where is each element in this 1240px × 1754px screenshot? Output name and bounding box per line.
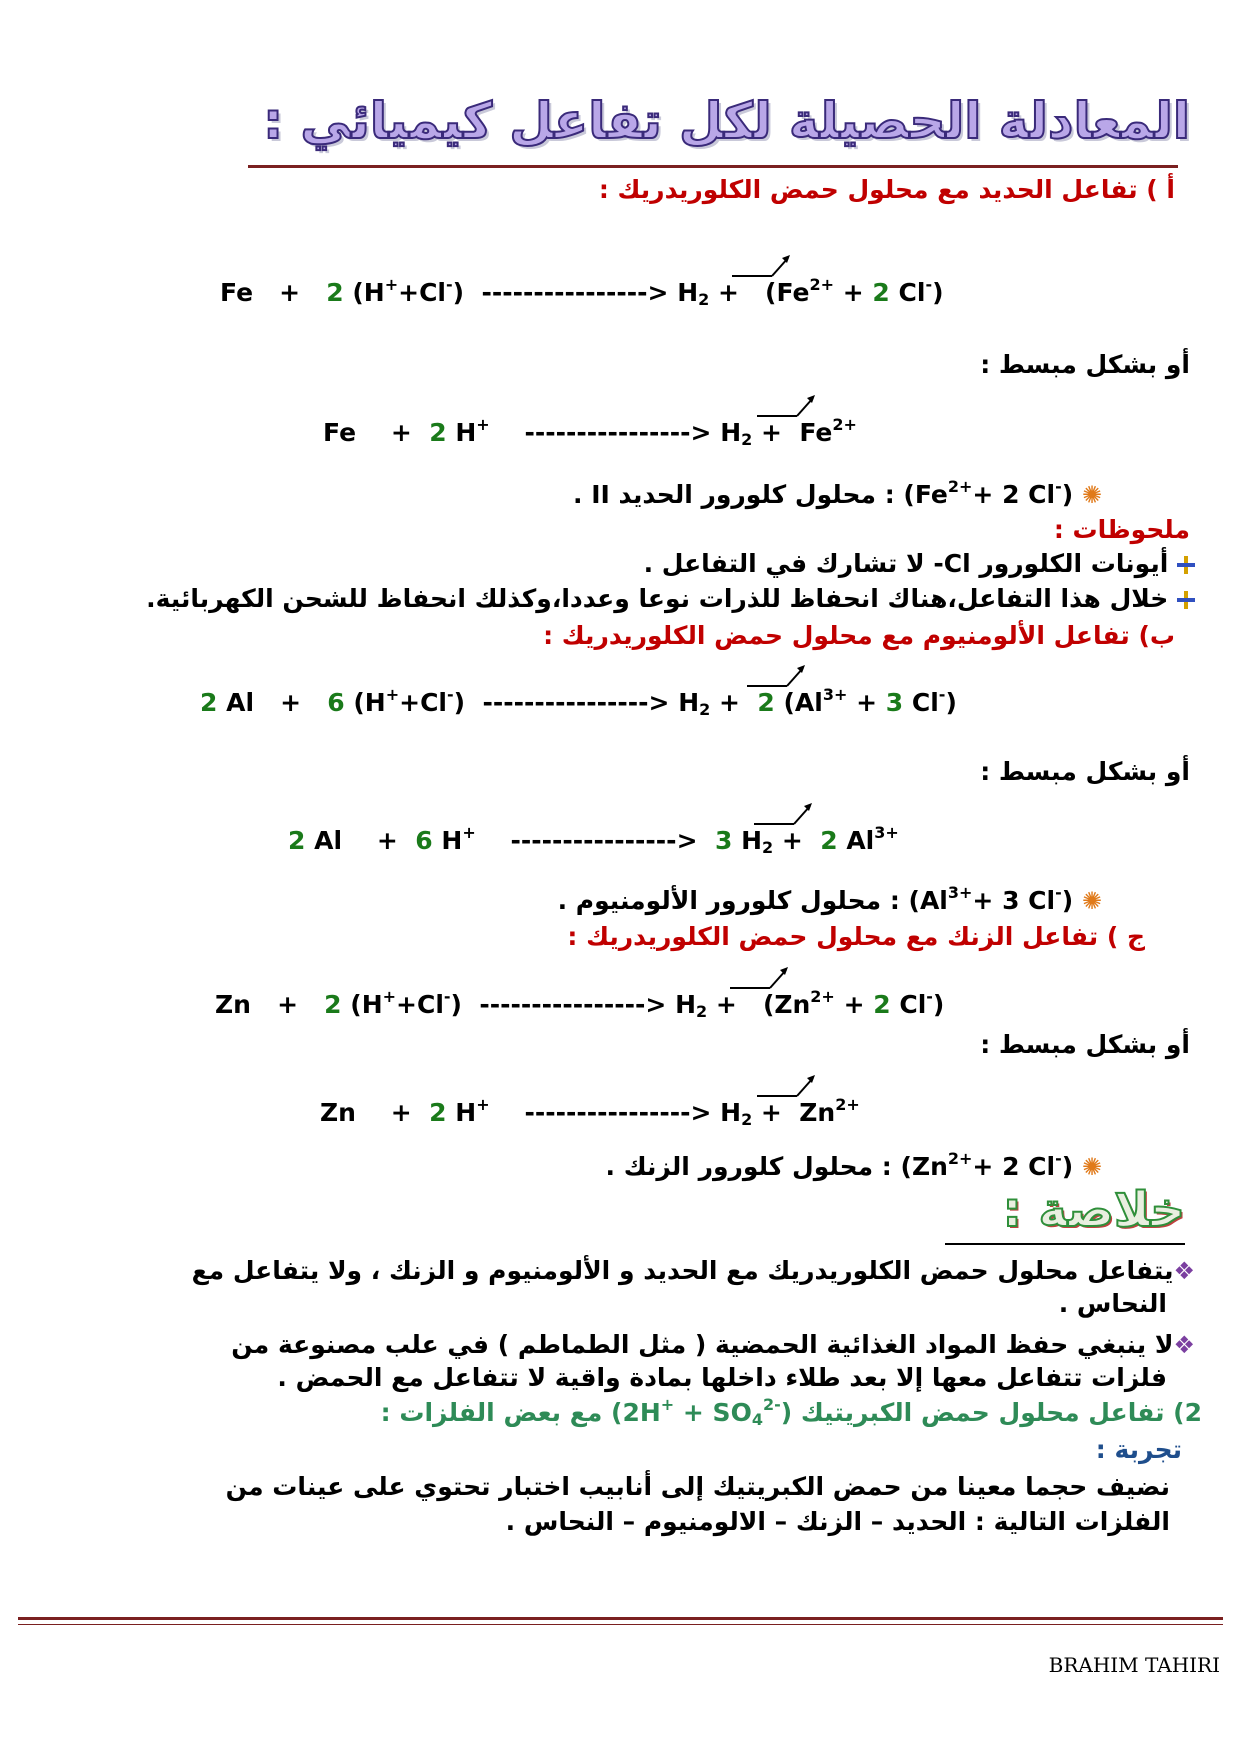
- simplified-label-a: أو بشكل مبسط :: [980, 350, 1190, 379]
- equation-fe-full: Fe + 2 (H++Cl-) ----------------> $H_2 + (Fe^{2+} + 2$ Cl-): [220, 275, 944, 309]
- sun-bullet-icon: ✺: [1081, 1153, 1102, 1181]
- section-c-heading: ج ) تفاعل الزنك مع محلول حمض الكلوريدريك :: [567, 922, 1145, 951]
- gas-arrow-icon: [755, 392, 817, 418]
- summary-item-1: ❖يتفاعل محلول حمض الكلوريدريك مع الحديد و الألومنيوم و الزنك ، ولا يتفاعل مع النحاس .: [191, 1256, 1195, 1318]
- sun-bullet-icon: ✺: [1081, 481, 1102, 509]
- solution-fe-line: ✺ ($Fe^{2+}+ 2$ Cl-) : محلول كلورور الحديد II .: [573, 477, 1102, 509]
- gas-arrow-icon: [745, 662, 807, 688]
- simplified-label-b: أو بشكل مبسط :: [980, 757, 1190, 786]
- equation-al-simplified: 2 Al + 6 H+ ----------------> 3 $H_2 + 2$ $Al^{3+}$: [288, 823, 899, 857]
- experiment-line-1: نضيف حجما معينا من حمض الكبريتيك إلى أنابيب اختبار تحتوي على عينات من: [225, 1472, 1170, 1501]
- page-title: المعادلة الحصيلة لكل تفاعل كيميائي :: [263, 92, 1190, 150]
- equation-fe-simplified: Fe + 2 H+ ----------------> $H_2 + Fe^{2+}$: [323, 415, 857, 449]
- note-item-1: أيونات الكلورور Cl- لا تشارك في التفاعل .: [644, 549, 1195, 578]
- solution-zn-line: ✺ ($Zn^{2+}+ 2$ Cl-) : محلول كلورور الزنك .: [605, 1149, 1102, 1181]
- summary-underline: [945, 1243, 1185, 1245]
- summary-heading: خلاصة :: [1002, 1182, 1185, 1238]
- gas-arrow-icon: [755, 1072, 817, 1098]
- sun-bullet-icon: ✺: [1081, 887, 1102, 915]
- note-item-2: خلال هذا التفاعل،هناك انحفاظ للذرات نوعا وعددا،وكذلك انحفاظ للشحن الكهربائية.: [146, 584, 1195, 613]
- simplified-label-c: أو بشكل مبسط :: [980, 1030, 1190, 1059]
- plus-bullet-icon: [1177, 556, 1195, 574]
- section-b-heading: ب) تفاعل الألومنيوم مع محلول حمض الكلوريدريك :: [543, 621, 1175, 650]
- diamond-bullet-icon: ❖: [1173, 1331, 1195, 1359]
- gas-arrow-icon: [752, 800, 814, 826]
- gas-arrow-icon: [728, 964, 790, 990]
- footer-rule: [18, 1617, 1223, 1620]
- equation-zn-full: Zn + 2 (H++Cl-) ----------------> $H_2 + (Zn^{2+} + 2$ Cl-): [215, 987, 945, 1021]
- footer-rule-thin: [18, 1624, 1223, 1625]
- section-a-heading: أ ) تفاعل الحديد مع محلول حمض الكلوريدريك :: [598, 175, 1175, 204]
- solution-al-line: ✺ ($Al^{3+}+ 3$ Cl-) : محلول كلورور الألومنيوم .: [557, 883, 1102, 915]
- experiment-line-2: الفلزات التالية : الحديد – الزنك – الالومنيوم – النحاس .: [505, 1507, 1170, 1536]
- diamond-bullet-icon: ❖: [1173, 1257, 1195, 1285]
- title-underline: [248, 165, 1178, 168]
- section-2-heading: 2) تفاعل محلول حمض الكبريتيك $(2H^+ + SO_4^{2-})$ مع بعض الفلزات :: [380, 1395, 1202, 1429]
- equation-zn-simplified: Zn + 2 H+ ----------------> $H_2 + Zn^{2+}$: [320, 1095, 860, 1129]
- notes-heading: ملحوظات :: [1053, 515, 1190, 544]
- summary-item-2: ❖لا ينبغي حفظ المواد الغذائية الحمضية ( مثل الطماطم ) في علب مصنوعة من فلزات تتفاعل معها إلا بعد طلاء داخلها بمادة واقية لا تتفاعل مع الحمض .: [231, 1330, 1195, 1392]
- footer-author: BRAHIM TAHIRI: [1048, 1653, 1220, 1677]
- gas-arrow-icon: [730, 252, 792, 278]
- equation-al-full: 2 Al + 6 (H++Cl-) ----------------> $H_2 + 2$ ($Al^{3+} + 3$ Cl-): [200, 685, 957, 719]
- experiment-label: تجربة :: [1095, 1435, 1182, 1464]
- plus-bullet-icon: [1177, 591, 1195, 609]
